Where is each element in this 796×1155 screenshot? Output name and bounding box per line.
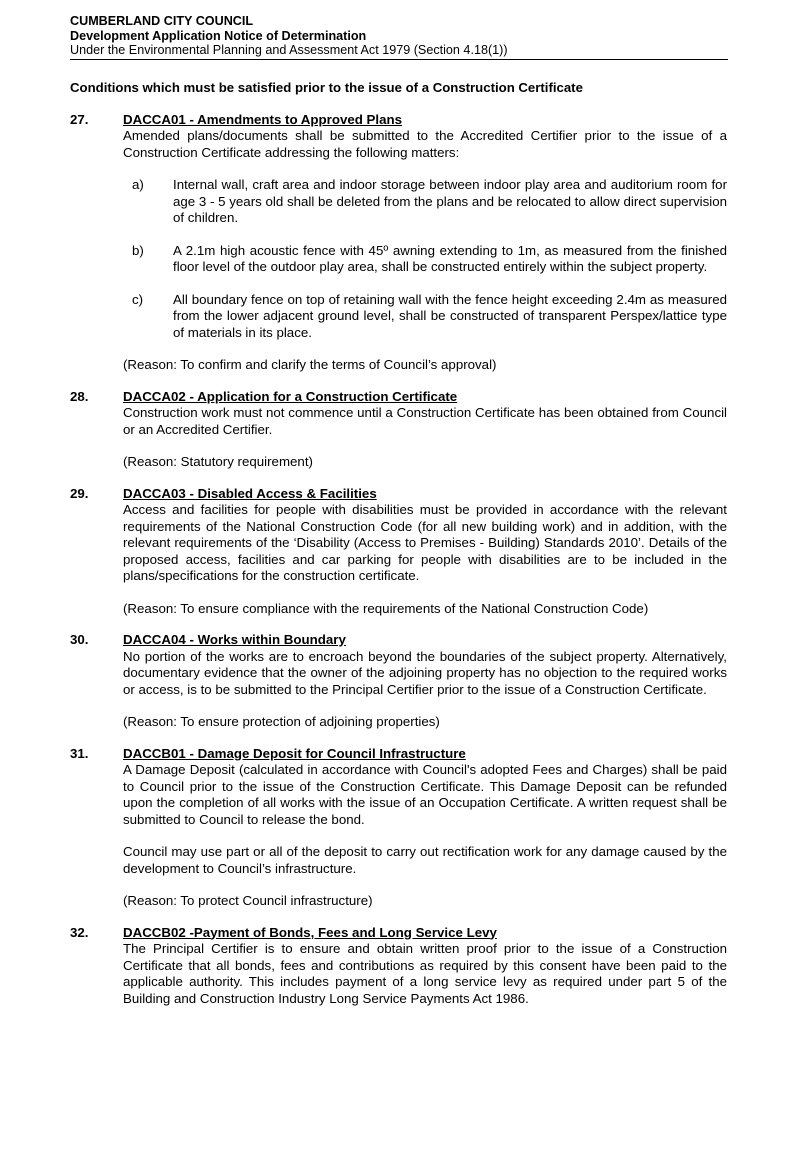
condition-paragraph: Access and facilities for people with disabilities must be provided in accordance with the relevant requirements of the National Construction Code (for all new building work) and in addition, with the relevant requirements of the ‘Disability (Access to Premises - Building) Standards 2010’. Details of the proposed access, facilities and car parking for people with disabilities are to be included in the plans/specifications for the construction certificate. xyxy=(123,502,727,583)
subitem-b xyxy=(123,243,727,276)
condition-title: DACCB01 - Damage Deposit for Council Infrastructure xyxy=(123,745,466,761)
condition-paragraph: No portion of the works are to encroach beyond the boundaries of the subject property. Alternatively, documentary evidence that the owner of the adjoining property has no objection to the required works or access, is to be submitted to the Principal Certifier prior to the issue of a Construction Certificate. xyxy=(123,648,727,697)
document-header xyxy=(70,14,728,60)
subitem-label: b) xyxy=(132,242,144,258)
subitem-a xyxy=(123,177,727,227)
subitem-text: A 2.1m high acoustic fence with 45º awning extending to 1m, as measured from the finished floor level of the outdoor play area, shall be constructed entirely within the subject property. xyxy=(173,242,727,274)
council-name: CUMBERLAND CITY COUNCIL xyxy=(70,14,254,28)
condition-32 xyxy=(70,925,727,1008)
condition-reason: (Reason: To ensure compliance with the requirements of the National Construction Code) xyxy=(123,600,649,616)
condition-paragraph: The Principal Certifier is to ensure and obtain written proof prior to the issue of a Construction Certificate that all bonds, fees and contributions as required by this consent have been paid to the applicable authority. This includes payment of a long service levy as required under part 5 of the Building and Construction Industry Long Service Payments Act 1986. xyxy=(123,941,727,1006)
condition-reason: (Reason: To ensure protection of adjoining properties) xyxy=(123,714,440,729)
conditions-list xyxy=(70,112,727,1008)
condition-number: 29. xyxy=(70,485,89,501)
condition-number: 27. xyxy=(70,111,89,127)
condition-title: DACCA02 - Application for a Construction Certificate xyxy=(123,388,458,404)
section-heading: Conditions which must be satisfied prior to the issue of a Construction Certificate xyxy=(70,79,583,95)
condition-28 xyxy=(70,389,727,471)
condition-title: DACCB02 -Payment of Bonds, Fees and Long Service Levy xyxy=(123,924,497,940)
condition-subitems xyxy=(123,177,727,341)
condition-paragraph: A Damage Deposit (calculated in accordance with Council's adopted Fees and Charges) shall be paid to Council prior to the issue of the Construction Certificate. This Damage Deposit can be refunded upon the completion of all works with the issue of an Occupation Certificate. A written request shall be submitted to Council to release the bond. xyxy=(123,762,727,827)
condition-31 xyxy=(70,746,727,910)
condition-paragraph: Construction work must not commence until a Construction Certificate has been obtained from Council or an Accredited Certifier. xyxy=(123,405,727,437)
subitem-label: c) xyxy=(132,291,144,307)
act-reference: Under the Environmental Planning and Assessment Act 1979 (Section 4.18(1)) xyxy=(70,43,508,57)
condition-29 xyxy=(70,486,727,618)
condition-number: 28. xyxy=(70,388,89,404)
subitem-c xyxy=(123,292,727,342)
condition-reason: (Reason: To protect Council infrastructure) xyxy=(123,893,373,908)
document-page xyxy=(70,14,727,1022)
condition-27 xyxy=(70,112,727,374)
condition-paragraph: Amended plans/documents shall be submitted to the Accredited Certifier prior to the issue of a Construction Certificate addressing the following matters: xyxy=(123,128,727,160)
condition-paragraph: Council may use part or all of the deposit to carry out rectification work for any damage caused by the development to Council’s infrastructure. xyxy=(123,844,727,876)
condition-30 xyxy=(70,632,727,731)
condition-title: DACCA01 - Amendments to Approved Plans xyxy=(123,111,403,127)
condition-reason: (Reason: To confirm and clarify the terms of Council’s approval) xyxy=(123,357,497,372)
subitem-text: All boundary fence on top of retaining wall with the fence height exceeding 2.4m as measured from the lower adjacent ground level, shall be constructed of transparent Perspex/lattice type of materials in its place. xyxy=(173,291,727,340)
subitem-text: Internal wall, craft area and indoor storage between indoor play area and auditorium room for age 3 - 5 years old shall be deleted from the plans and be relocated to allow direct supervision of children. xyxy=(173,177,727,225)
subitem-label: a) xyxy=(132,177,144,192)
condition-title: DACCA04 - Works within Boundary xyxy=(123,632,346,647)
condition-number: 30. xyxy=(70,632,89,647)
document-title: Development Application Notice of Determination xyxy=(70,28,367,43)
condition-number: 32. xyxy=(70,924,89,940)
condition-number: 31. xyxy=(70,745,89,761)
condition-title: DACCA03 - Disabled Access & Facilities xyxy=(123,485,377,501)
condition-reason: (Reason: Statutory requirement) xyxy=(123,454,313,469)
